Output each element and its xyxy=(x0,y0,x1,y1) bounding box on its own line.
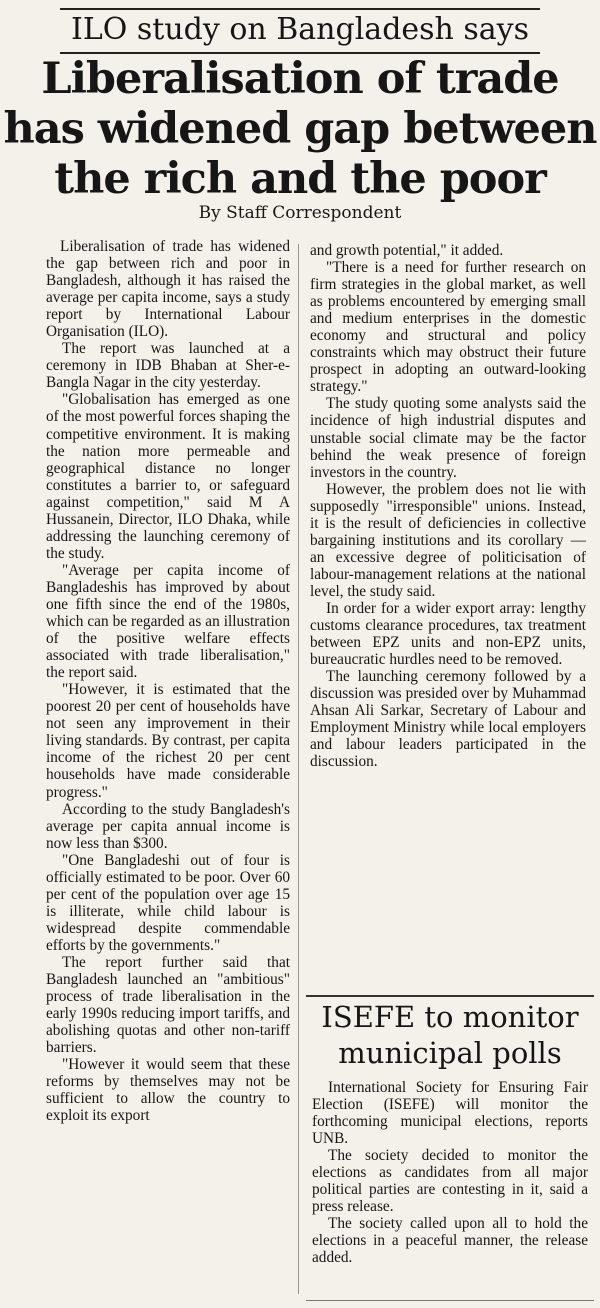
left-paragraph: "However, it is estimated that the poorest 20 per cent of households have not seen any improvement in their living standards. By contrast, per capita income of the richest 20 per cent households have made considerable progress." xyxy=(46,681,290,801)
left-paragraph: "However it would seem that these reforms by themselves may not be sufficient to allow the country to exploit its export xyxy=(46,1056,290,1125)
sidebar-top-rule xyxy=(306,995,594,997)
right-paragraph: In order for a wider export array: lengthy customs clearance procedures, tax treatment between EPZ units and non-EPZ units, bureaucratic hurdles need to be removed. xyxy=(310,599,586,669)
sidebar-paragraph: The society decided to monitor the elections as candidates from all major political parties are contesting in it, said a press release. xyxy=(312,1147,588,1216)
sidebar-headline: ISEFE to monitor municipal polls xyxy=(321,1000,579,1070)
left-paragraph: The report further said that Bangladesh launched an "ambitious" process of trade liberalisation in the early 1990s reducing import tariffs, and abolishing quotas and other non-tariff barriers. xyxy=(46,953,290,1057)
left-paragraph: The report was launched at a ceremony in IDB Bhaban at Sher-e-Bangla Nagar in the city yesterday. xyxy=(46,340,290,392)
sidebar-paragraph: The society called upon all to hold the elections in a peaceful manner, the release added. xyxy=(312,1215,588,1267)
right-column xyxy=(310,242,586,770)
sidebar-body xyxy=(312,1079,588,1267)
left-paragraph: "Globalisation has emerged as one of the most powerful forces shaping the competitive environment. It is making the nation more permeable and geographical distance no longer constitutes a barrier to, or safeguard against competition," said M A Hussanein, Director, ILO Dhaka, while addressing the launching ceremony of the study. xyxy=(46,391,290,562)
article-byline: By Staff Correspondent xyxy=(198,203,402,223)
sidebar-bottom-rule xyxy=(306,1300,594,1301)
sidebar-story xyxy=(306,995,594,1302)
sidebar-paragraph: International Society for Ensuring Fair Election (ISEFE) will monitor the forthcoming municipal elections, reports UNB. xyxy=(312,1079,588,1148)
right-paragraph: The study quoting some analysts said the incidence of high industrial disputes and unstable social climate may be the factor behind the weak presence of foreign investors in the country. xyxy=(310,395,586,481)
right-paragraph: However, the problem does not lie with supposedly "irresponsible" unions. Instead, it is the result of deficiencies in collective bargaining institutions and its corollary — an excessive degree of politicisation of labour-management relations at the national level, the study said. xyxy=(310,480,586,600)
column-divider xyxy=(298,244,299,1294)
article-kicker: ILO study on Bangladesh says xyxy=(70,12,530,47)
left-paragraph: According to the study Bangladesh's average per capita annual income is now less than $300. xyxy=(46,800,290,852)
right-paragraph: The launching ceremony followed by a discussion was presided over by Muhammad Ahsan Ali Sarkar, Secretary of Labour and Employment Ministry while local employers and labour leaders participated in the discussion. xyxy=(310,668,586,771)
left-paragraph: "Average per capita income of Bangladeshis has improved by about one fifth since the end of the 1980s, which can be regarded as an illustration of the positive welfare effects associated with trade liberalisation," the report said. xyxy=(46,561,290,682)
right-paragraph: "There is a need for further research on firm strategies in the global market, as well as problems encountered by emerging small and medium enterprises in the domestic economy and structural and policy constraints which may obstruct their future prospect in adopting an outward-looking strategy." xyxy=(310,259,586,396)
article-headline: Liberalisation of trade has widened gap between the rich and the poor xyxy=(3,54,597,204)
right-continuation: and growth potential," it added. xyxy=(310,242,504,259)
top-rule xyxy=(60,8,540,10)
left-paragraph: "One Bangladeshi out of four is officially estimated to be poor. Over 60 per cent of the population over age 15 is illiterate, while child labour is widespread despite commendable efforts by the governments." xyxy=(46,851,290,954)
left-column xyxy=(46,238,290,1124)
left-paragraph: Liberalisation of trade has widened the gap between rich and poor in Bangladesh, although it has raised the average per capita income, says a study report by International Labour Organisation (ILO). xyxy=(46,238,290,341)
